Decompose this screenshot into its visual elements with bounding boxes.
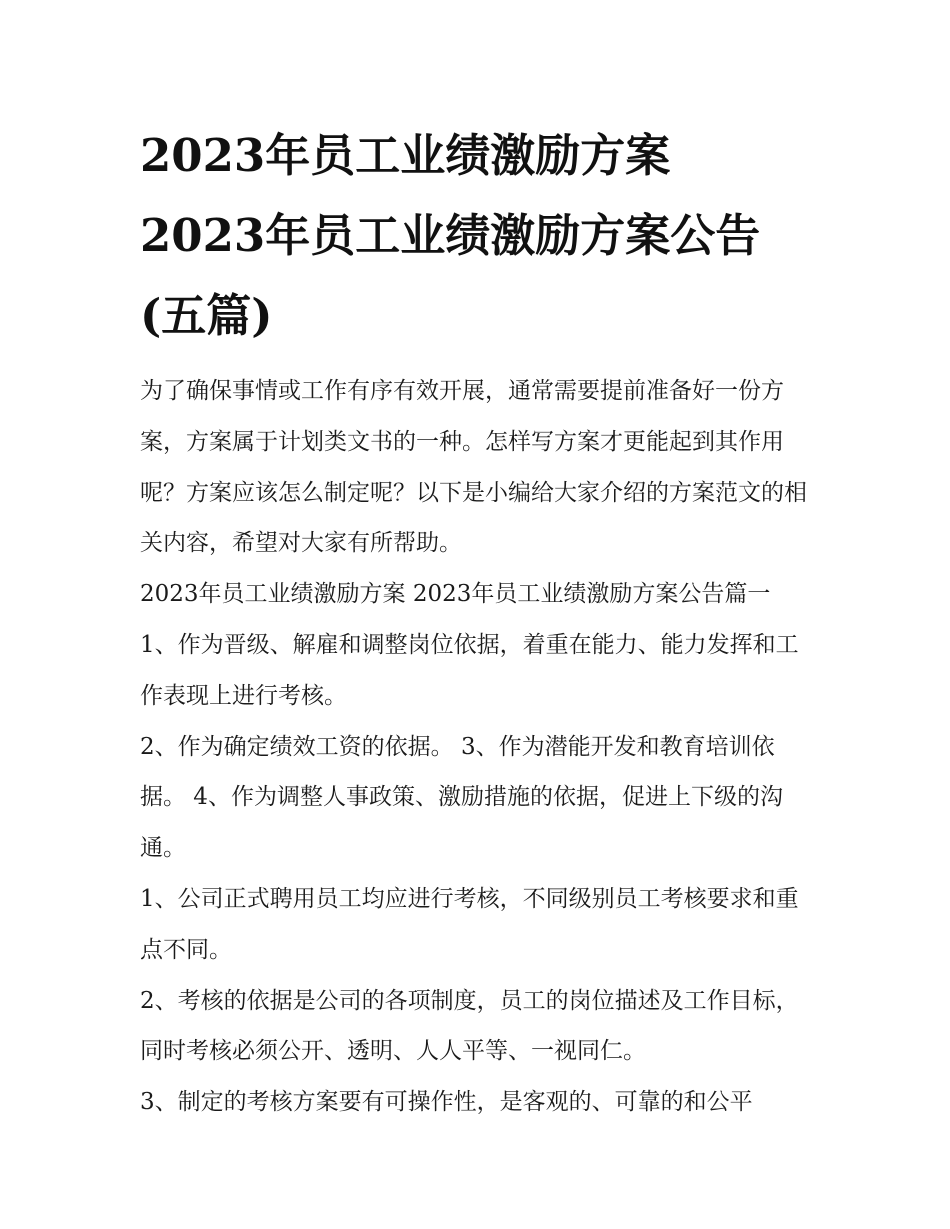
body-paragraph: 2、作为确定绩效工资的依据。 3、作为潜能开发和教育培训依据。 4、作为调整人事政策、激励措施的依据，促进上下级的沟通。 — [140, 733, 783, 862]
title-line-3: (五篇) — [140, 289, 273, 342]
intro-paragraph: 为了确保事情或工作有序有效开展，通常需要提前准备好一份方案，方案属于计划类文书的一种。怎样写方案才更能起到其作用呢？方案应该怎么制定呢？以下是小编给大家介绍的方案范文的相关内容，希望对大家有所帮助。 — [140, 378, 807, 557]
body-paragraph: 1、作为晋级、解雇和调整岗位依据，着重在能力、能力发挥和工作表现上进行考核。 — [140, 631, 799, 709]
body-paragraph: 2、考核的依据是公司的各项制度，员工的岗位描述及工作目标，同时考核必须公开、透明、人人平等、一视同仁。 — [140, 987, 799, 1065]
section-heading: 2023年员工业绩激励方案 2023年员工业绩激励方案公告篇一 — [140, 581, 771, 608]
body-paragraph: 3、制定的考核方案要有可操作性，是客观的、可靠的和公平 — [140, 1089, 753, 1116]
title-line-2: 2023年员工业绩激励方案公告 — [140, 209, 761, 262]
title-line-1: 2023年员工业绩激励方案 — [140, 129, 671, 182]
body-paragraph: 1、公司正式聘用员工均应进行考核，不同级别员工考核要求和重点不同。 — [140, 885, 799, 963]
document-title — [140, 116, 820, 356]
document-body — [140, 366, 820, 1128]
document-page — [140, 116, 820, 1128]
